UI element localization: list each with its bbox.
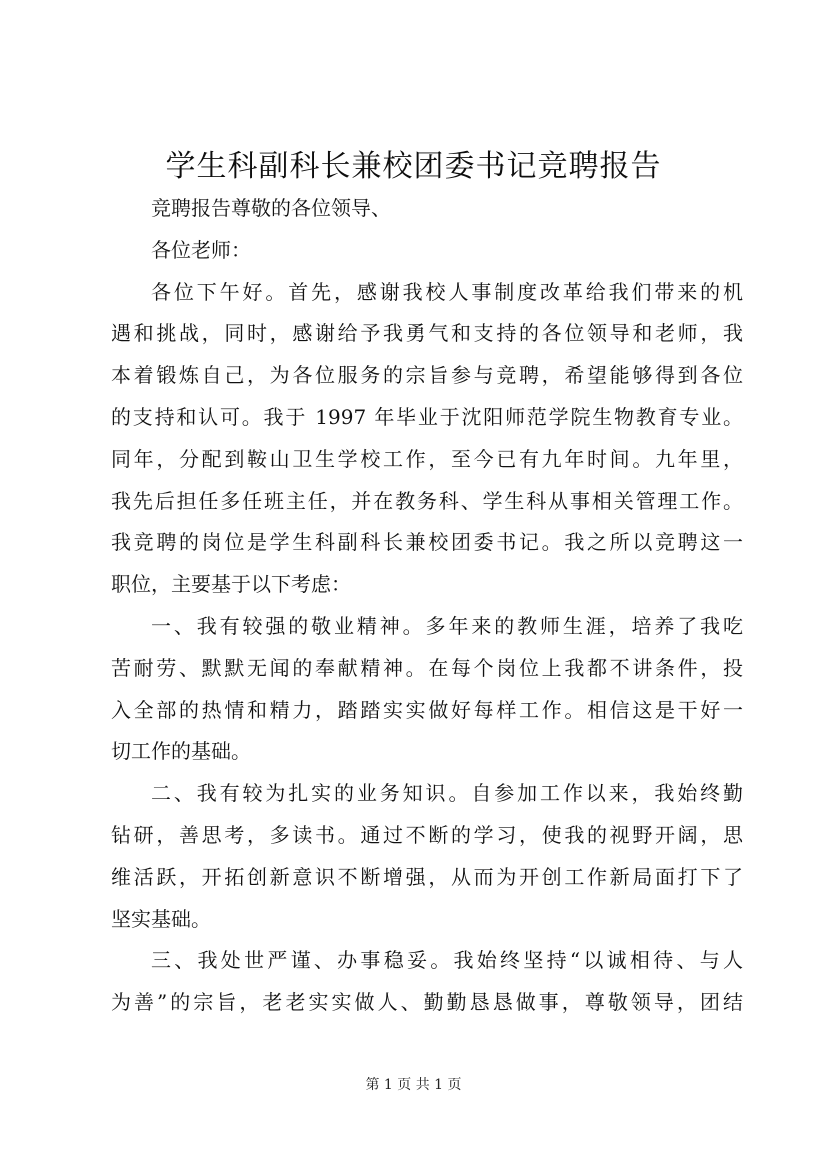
body-line: 本着锻炼自己，为各位服务的宗旨参与竞聘，希望能够得到各位 <box>111 363 743 388</box>
body-line: 切工作的基础。 <box>111 739 251 764</box>
body-line: 我竞聘的岗位是学生科副科长兼校团委书记。我之所以竞聘这一 <box>111 530 743 555</box>
body-line: 各位老师： <box>151 237 251 262</box>
document-title: 学生科副科长兼校团委书记竞聘报告 <box>165 149 662 184</box>
body-line: 二、我有较为扎实的业务知识。自参加工作以来，我始终勤 <box>151 781 743 806</box>
body-line: 钻研，善思考，多读书。通过不断的学习，使我的视野开阔，思 <box>111 822 743 847</box>
body-line: 同年，分配到鞍山卫生学校工作，至今已有九年时间。九年里， <box>111 446 743 471</box>
body-line: 竞聘报告尊敬的各位领导、 <box>151 196 391 220</box>
body-line: 我先后担任多任班主任，并在教务科、学生科从事相关管理工作。 <box>111 488 743 513</box>
body-line: 为善”的宗旨，老老实实做人、勤勤恳恳做事，尊敬领导，团结 <box>111 990 743 1015</box>
body-line: 维活跃，开拓创新意识不断增强，从而为开创工作新局面打下了 <box>111 864 743 889</box>
body-line: 入全部的热情和精力，踏踏实实做好每样工作。相信这是干好一 <box>111 697 743 722</box>
page-footer: 第 1 页 共 1 页 <box>365 1077 462 1093</box>
body-line: 苦耐劳、默默无闻的奉献精神。在每个岗位上我都不讲条件，投 <box>111 655 743 680</box>
document-body <box>111 188 743 1024</box>
body-line: 职位，主要基于以下考虑： <box>111 572 351 597</box>
body-line: 坚实基础。 <box>111 906 211 931</box>
body-line: 一、我有较强的敬业精神。多年来的教师生涯，培养了我吃 <box>151 613 743 638</box>
body-line: 的支持和认可。我于 1997 年毕业于沈阳师范学院生物教育专业。 <box>111 404 743 429</box>
body-line: 各位下午好。首先，感谢我校人事制度改革给我们带来的机 <box>151 279 743 304</box>
body-line: 遇和挑战，同时，感谢给予我勇气和支持的各位领导和老师，我 <box>111 321 743 346</box>
body-line: 三、我处世严谨、办事稳妥。我始终坚持“以诚相待、与人 <box>151 948 743 973</box>
